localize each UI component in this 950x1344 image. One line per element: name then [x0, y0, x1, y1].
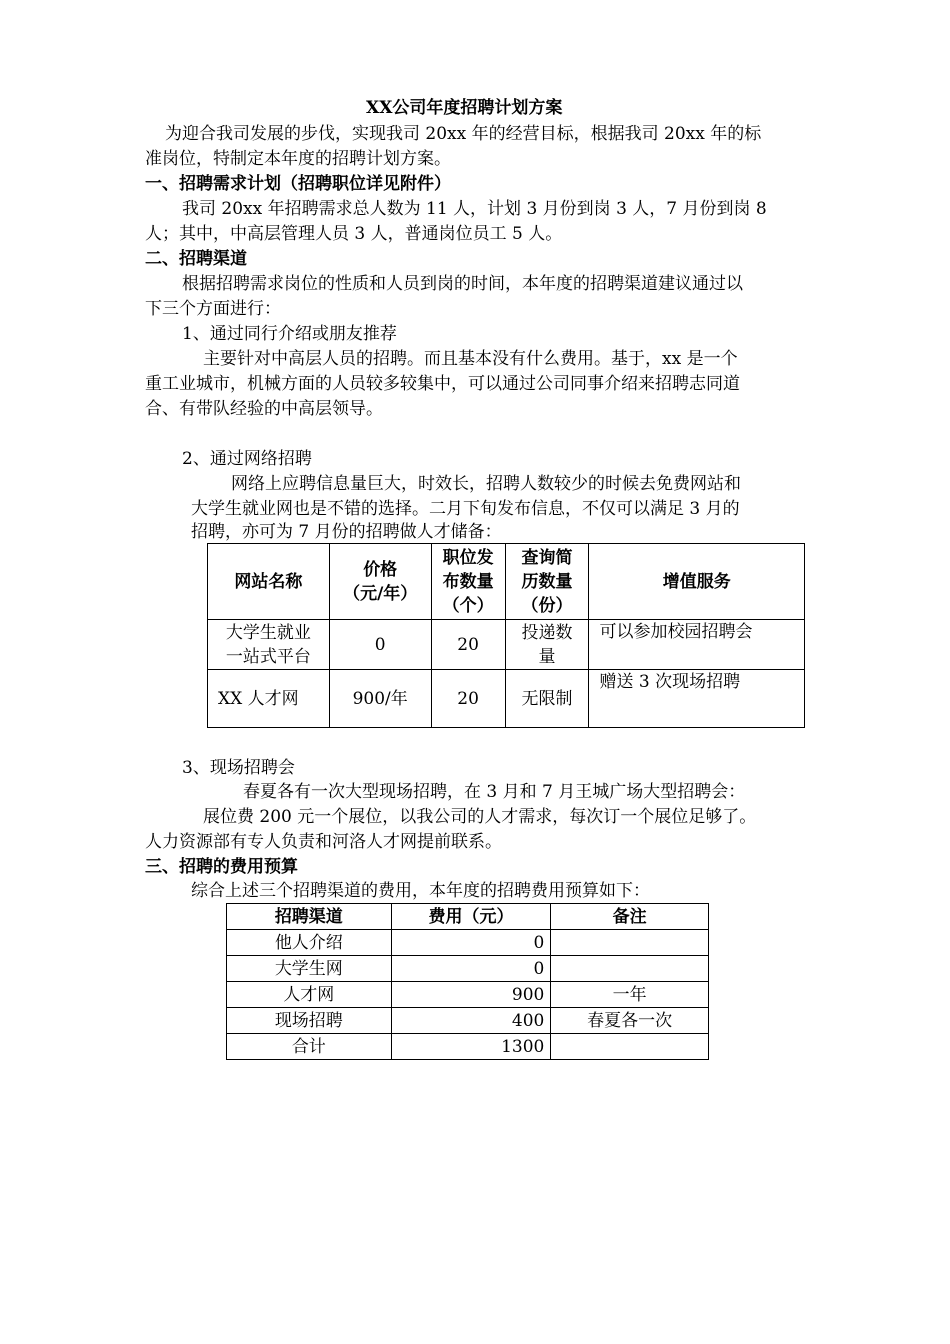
- website-table-header-row: [208, 544, 805, 620]
- header-positions: 职位发 布数量 （个）: [431, 544, 505, 620]
- cell-price: 0: [329, 620, 431, 670]
- section2-heading: 二、招聘渠道: [145, 249, 247, 269]
- cell-channel: 合计: [227, 1034, 392, 1060]
- sub1-line-2: 重工业城市，机械方面的人员较多较集中，可以通过公司同事介绍来招聘志同道: [145, 374, 740, 394]
- cell-resumes: 无限制: [505, 670, 589, 728]
- header-cost: 费用（元）: [391, 904, 551, 930]
- table-row: [227, 1008, 709, 1034]
- sub2-heading: 2、通过网络招聘: [182, 449, 312, 469]
- cell-remarks: [551, 1034, 709, 1060]
- table-row: [227, 956, 709, 982]
- cell-price: 900/年: [329, 670, 431, 728]
- budget-table: [226, 903, 709, 1060]
- header-remarks: 备注: [551, 904, 709, 930]
- website-table: [207, 543, 805, 728]
- cell-service: 可以参加校园招聘会: [589, 620, 805, 670]
- table-row: [208, 620, 805, 670]
- table-row: [227, 930, 709, 956]
- cell-channel: 大学生网: [227, 956, 392, 982]
- sub3-line-2: 展位费 200 元一个展位，以我公司的人才需求，每次订一个展位足够了。: [203, 807, 757, 827]
- section1-line-1: 我司 20xx 年招聘需求总人数为 11 人，计划 3 月份到岗 3 人，7 月份到岗 8: [182, 199, 767, 219]
- cell-positions: 20: [431, 620, 505, 670]
- section3-heading: 三、招聘的费用预算: [145, 857, 298, 877]
- cell-remarks: 春夏各一次: [551, 1008, 709, 1034]
- intro-line-2: 准岗位，特制定本年度的招聘计划方案。: [145, 149, 451, 169]
- cell-channel: 现场招聘: [227, 1008, 392, 1034]
- budget-table-header-row: [227, 904, 709, 930]
- header-channel: 招聘渠道: [227, 904, 392, 930]
- header-website-name: 网站名称: [208, 544, 330, 620]
- cell-cost: 0: [391, 930, 551, 956]
- table-row: [227, 982, 709, 1008]
- cell-remarks: [551, 930, 709, 956]
- section2-line-2: 下三个方面进行：: [145, 299, 281, 319]
- cell-service: 赠送 3 次现场招聘: [589, 670, 805, 728]
- section3-line-1: 综合上述三个招聘渠道的费用，本年度的招聘费用预算如下：: [191, 881, 650, 901]
- cell-cost: 400: [391, 1008, 551, 1034]
- cell-cost: 1300: [391, 1034, 551, 1060]
- sub3-line-3: 人力资源部有专人负责和河洛人才网提前联系。: [145, 832, 502, 852]
- sub3-heading: 3、现场招聘会: [182, 758, 295, 778]
- cell-channel: 人才网: [227, 982, 392, 1008]
- cell-website-name: XX 人才网: [208, 670, 330, 728]
- sub1-heading: 1、通过同行介绍或朋友推荐: [182, 324, 397, 344]
- section2-line-1: 根据招聘需求岗位的性质和人员到岗的时间，本年度的招聘渠道建议通过以: [182, 274, 743, 294]
- cell-cost: 900: [391, 982, 551, 1008]
- section1-heading: 一、招聘需求计划（招聘职位详见附件）: [145, 174, 451, 194]
- section1-line-2: 人；其中，中高层管理人员 3 人，普通岗位员工 5 人。: [145, 224, 563, 244]
- cell-website-name: 大学生就业 一站式平台: [208, 620, 330, 670]
- header-value-added-service: 增值服务: [589, 544, 805, 620]
- sub1-line-3: 合、有带队经验的中高层领导。: [145, 399, 383, 419]
- table-row: [227, 1034, 709, 1060]
- header-resumes: 查询简 历数量 （份）: [505, 544, 589, 620]
- header-price: 价格 （元/年）: [329, 544, 431, 620]
- intro-line-1: 为迎合我司发展的步伐，实现我司 20xx 年的经营目标，根据我司 20xx 年的标: [165, 124, 762, 144]
- cell-remarks: 一年: [551, 982, 709, 1008]
- cell-resumes: 投递数 量: [505, 620, 589, 670]
- sub2-line-2: 大学生就业网也是不错的选择。二月下旬发布信息，不仅可以满足 3 月的: [191, 499, 740, 519]
- cell-cost: 0: [391, 956, 551, 982]
- cell-channel: 他人介绍: [227, 930, 392, 956]
- cell-positions: 20: [431, 670, 505, 728]
- sub2-line-1: 网络上应聘信息量巨大，时效长，招聘人数较少的时候去免费网站和: [231, 474, 741, 494]
- document-title: XX公司年度招聘计划方案: [366, 98, 563, 118]
- cell-remarks: [551, 956, 709, 982]
- sub1-line-1: 主要针对中高层人员的招聘。而且基本没有什么费用。基于，xx 是一个: [203, 349, 738, 369]
- sub3-line-1: 春夏各有一次大型现场招聘，在 3 月和 7 月王城广场大型招聘会：: [243, 782, 746, 802]
- sub2-line-3: 招聘，亦可为 7 月份的招聘做人才储备：: [191, 522, 502, 542]
- table-row: [208, 670, 805, 728]
